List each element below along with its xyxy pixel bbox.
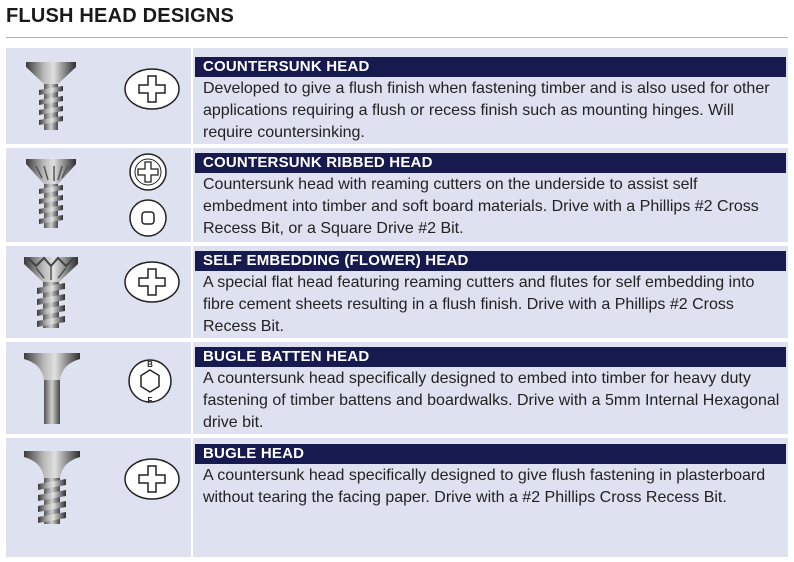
bugle-screw-icon (22, 448, 82, 528)
title-rule (6, 37, 788, 38)
countersunk-screw-icon (24, 58, 78, 134)
phillips-drive-icon (126, 152, 170, 192)
flush-head-table (6, 48, 788, 557)
hex-label-bottom: F (147, 396, 153, 405)
page-title: FLUSH HEAD DESIGNS (6, 5, 235, 27)
phillips-drive-icon (123, 67, 181, 111)
table-row (6, 438, 788, 557)
table-row (6, 342, 788, 434)
hex-drive-icon (124, 348, 176, 414)
flower-head-screw-icon (22, 254, 80, 332)
table-row (6, 246, 788, 338)
row-heading: COUNTERSUNK RIBBED HEAD (195, 153, 786, 173)
row-description: A countersunk head specifically designed to give flush fastening in plasterboard without tearing the facing paper. Drive with a #2 Phillips Cross Recess Bit. (203, 467, 766, 506)
table-row (6, 48, 788, 144)
row-heading: BUGLE HEAD (195, 444, 786, 464)
row-heading: SELF EMBEDDING (FLOWER) HEAD (195, 251, 786, 271)
phillips-drive-icon (123, 260, 181, 304)
row-description: A special flat head featuring reaming cutters and flutes for self embedding into fibre cement sheets resulting in a flush finish. Drive with a Phillips #2 Cross Recess Bit. (203, 274, 755, 335)
row-heading: BUGLE BATTEN HEAD (195, 347, 786, 367)
hex-label-top: B (147, 360, 153, 369)
phillips-drive-icon (123, 457, 181, 501)
table-row (6, 148, 788, 242)
row-description: Countersunk head with reaming cutters on the underside to assist self embedment into timber and soft board materials. Drive with a Phillips #2 Cross Recess Bit, or a Square Drive #2 Bit. (203, 176, 759, 237)
row-description: Developed to give a flush finish when fastening timber and is also used for other applications requiring a flush or recess finish such as mounting hinges. Will require countersinking. (203, 80, 770, 141)
countersunk-ribbed-screw-icon (24, 156, 78, 232)
row-heading: COUNTERSUNK HEAD (195, 57, 786, 77)
square-drive-icon (126, 198, 170, 238)
bugle-batten-screw-icon (22, 350, 82, 428)
row-description: A countersunk head specifically designed to embed into timber for heavy duty fastening of timber battens and boardwalks. Drive with a 5mm Internal Hexagonal drive bit. (203, 370, 780, 431)
